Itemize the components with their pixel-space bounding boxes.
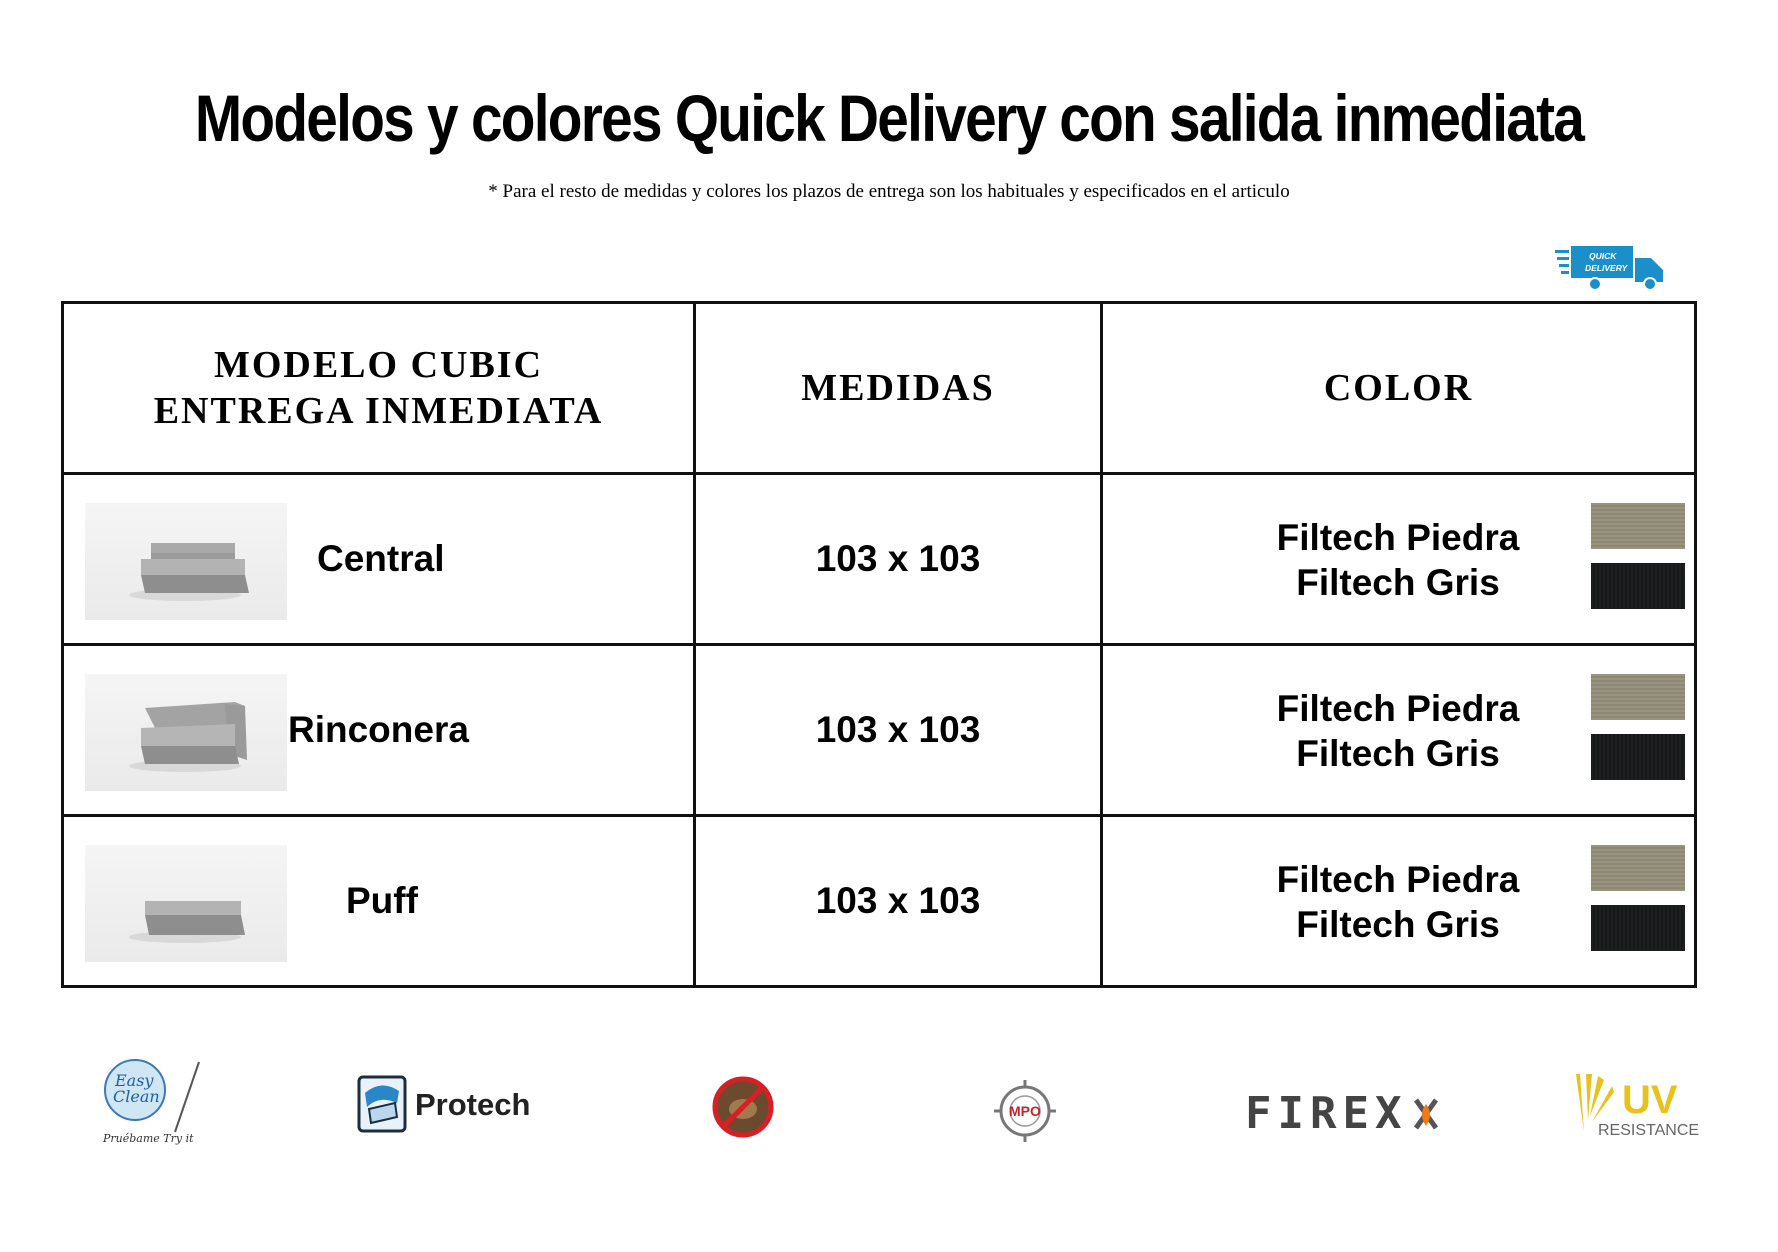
protech-icon: [355, 1073, 411, 1135]
model-name: Central: [317, 538, 445, 579]
swatch-gris: [1591, 905, 1685, 951]
header-model-line1: MODELO CUBIC: [213, 344, 544, 386]
size-cell: 103 x 103: [695, 474, 1102, 645]
sofa-rinconera-image: [85, 674, 287, 791]
size-cell: 103 x 103: [695, 645, 1102, 816]
model-cell: [63, 816, 695, 987]
no-mites-icon: [712, 1076, 774, 1138]
header-model: [63, 303, 695, 474]
color-name-piedra: Filtech Piedra: [1276, 859, 1520, 900]
easy-clean-text-2: Clean: [113, 1087, 160, 1106]
table-row: [63, 816, 1696, 987]
color-cell: [1102, 816, 1696, 987]
color-name-gris: Filtech Gris: [1296, 733, 1500, 774]
badge-line-2: DELIVERY: [1585, 263, 1628, 273]
mpo-logo: [990, 1076, 1060, 1146]
model-name: Puff: [346, 880, 418, 921]
color-cell: [1102, 645, 1696, 816]
delivery-table: [61, 301, 1697, 988]
uv-resistance-logo: [1572, 1072, 1702, 1142]
easy-clean-text-1: Easy: [115, 1071, 154, 1090]
color-name-gris: Filtech Gris: [1296, 904, 1500, 945]
table-row: [63, 474, 1696, 645]
table-header-row: [63, 303, 1696, 474]
color-name-piedra: Filtech Piedra: [1276, 688, 1520, 729]
protech-logo: [355, 1073, 531, 1137]
swatch-gris: [1591, 734, 1685, 780]
firex-logo: [1245, 1088, 1440, 1139]
badge-line-1: QUICK: [1589, 251, 1617, 261]
easy-clean-tagline: Pruébame Try it: [103, 1132, 194, 1145]
model-name: Rinconera: [288, 709, 469, 750]
swatch-piedra: [1591, 503, 1685, 549]
flame-icon: [1412, 1096, 1440, 1132]
quick-delivery-truck-icon: [1555, 244, 1667, 292]
sofa-central-image: [85, 503, 287, 620]
sofa-puff-image: [85, 845, 287, 962]
model-cell: [63, 474, 695, 645]
uv-text: UV: [1622, 1078, 1678, 1122]
page-title: Modelos y colores Quick Delivery con salida inmediata: [194, 81, 1584, 155]
page-subtitle: * Para el resto de medidas y colores los plazos de entrega son los habituales y especificados en el articulo: [488, 181, 1290, 202]
model-cell: [63, 645, 695, 816]
table-row: [63, 645, 1696, 816]
swatch-piedra: [1591, 674, 1685, 720]
easy-clean-logo: [95, 1058, 205, 1148]
uv-sub-text: RESISTANCE: [1598, 1122, 1700, 1139]
color-name-piedra: Filtech Piedra: [1276, 517, 1520, 558]
header-color: COLOR: [1102, 303, 1696, 474]
header-size: MEDIDAS: [695, 303, 1102, 474]
swatch-gris: [1591, 563, 1685, 609]
header-model-line2: ENTREGA INMEDIATA: [153, 390, 604, 432]
color-cell: [1102, 474, 1696, 645]
firex-text: FIREX: [1245, 1088, 1408, 1139]
swatch-piedra: [1591, 845, 1685, 891]
protech-text: Protech: [415, 1087, 531, 1122]
mpo-text: MPO: [1009, 1103, 1041, 1119]
size-cell: 103 x 103: [695, 816, 1102, 987]
color-name-gris: Filtech Gris: [1296, 562, 1500, 603]
